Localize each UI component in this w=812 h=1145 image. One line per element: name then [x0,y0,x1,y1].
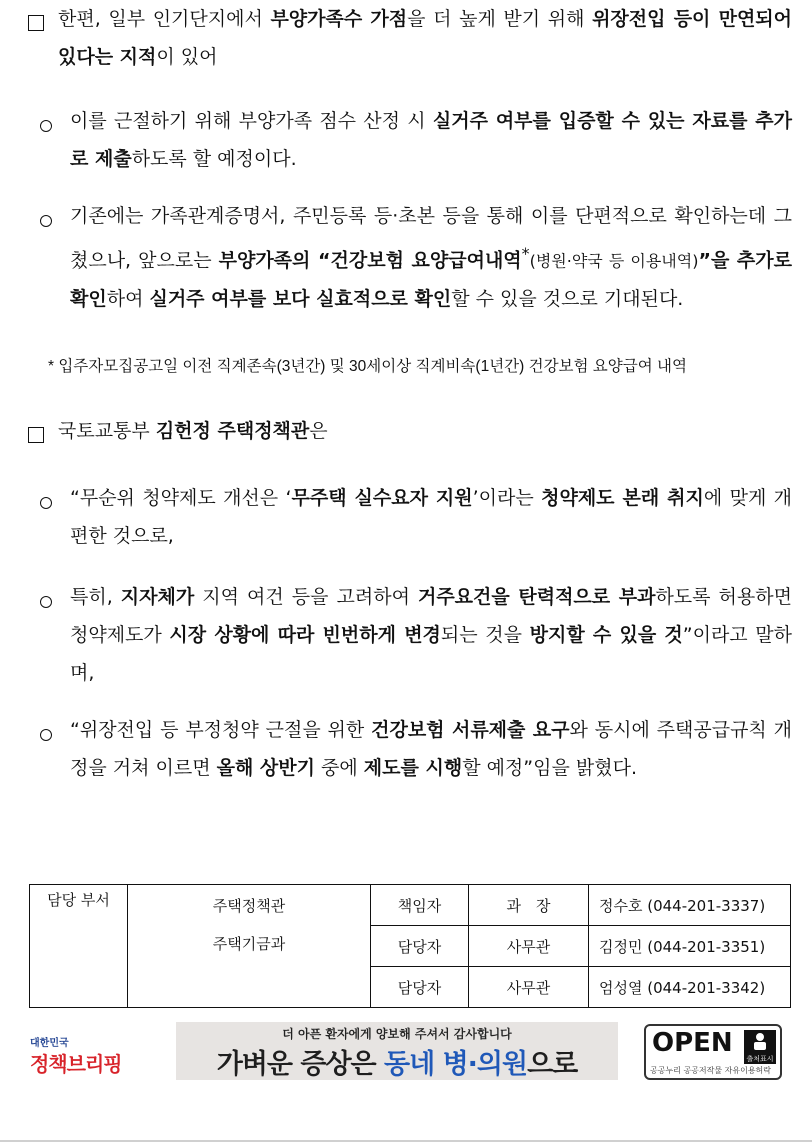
open-license-word: OPEN [652,1028,733,1058]
person-cell: 엄성열 (044-201-3342) [589,967,791,1008]
dept-label: 담당 부서 [30,885,128,1008]
section1-bullet1: 이를 근절하기 위해 부양가족 점수 산정 시 실거주 여부를 입증할 수 있는 자료를 추가로 제출하도록 할 예정이다. [70,110,792,170]
section2-intro: 국토교통부 김헌정 주택정책관은 [58,420,328,442]
kogl-open-license-logo[interactable] [644,1024,782,1080]
section1-intro: 한편, 일부 인기단지에서 부양가족수 가점을 더 높게 받기 위해 위장전입 등이 만연되어 있다는 지적이 있어 [58,8,793,68]
campaign-banner[interactable] [176,1022,618,1080]
section2-bullet2: 특히, 지자체가 지역 여건 등을 고려하여 거주요건을 탄력적으로 부과하도록 허용하면 청약제도가 시장 상황에 따라 빈번하게 변경되는 것을 방지할 수 있을 것”이라고 말하며, [70,586,793,684]
section2-bullet1: “무순위 청약제도 개선은 ‘무주택 실수요자 지원’이라는 청약제도 본래 취지에 맞게 개편한 것으로, [70,487,793,547]
open-license-caption: 공공누리 공공저작물 자유이용허락 [650,1066,772,1075]
circle-bullet-icon [40,484,52,522]
circle-bullet-icon [40,583,52,621]
office-cell [128,885,371,1008]
circle-bullet-icon [40,716,52,754]
circle-bullet-icon [40,202,52,240]
square-bullet-icon [28,6,44,44]
role-cell: 담당자 [371,967,469,1008]
attribution-badge: 출처표시 [744,1030,776,1064]
office-name: 주택정책관 [212,897,286,915]
office-name: 주택기금과 [212,935,286,953]
person-cell: 정수호 (044-201-3337) [589,885,791,926]
role-cell: 담당자 [371,926,469,967]
section2-bullet3: “위장전입 등 부정청약 근절을 위한 건강보험 서류제출 요구와 동시에 주택공급규칙 개정을 거쳐 이르면 올해 상반기 중에 제도를 시행할 예정”임을 밝혔다. [70,719,793,779]
contact-table [29,884,791,1008]
square-bullet-icon [28,418,44,456]
section1-bullet2: 기존에는 가족관계증명서, 주민등록 등·초본 등을 통해 이를 단편적으로 확인하는데 그쳤으나, 앞으로는 부양가족의 “건강보험 요양급여내역*(병원·약국 등 이용내역)”을 추가로 확인하여 실거주 여부를 보다 실효적으로 확인할 수 있을 것으로 기대된다. [70,205,792,311]
logo-main-text: 정책브리핑 [30,1052,122,1076]
title-cell: 사무관 [469,967,589,1008]
policy-briefing-logo[interactable] [30,1034,130,1080]
person-icon [744,1030,776,1052]
title-cell: 과 장 [469,885,589,926]
banner-subtitle: 더 아픈 환자에게 양보해 주셔서 감사합니다 [282,1027,512,1041]
circle-bullet-icon [40,107,52,145]
table-row [30,885,791,926]
page-divider [0,1140,812,1142]
role-cell: 책임자 [371,885,469,926]
title-cell: 사무관 [469,926,589,967]
banner-title: 가벼운 증상은 동네 병·의원으로 [216,1049,578,1080]
footnote: * 입주자모집공고일 이전 직계존속(3년간) 및 30세이상 직계비속(1년간) 건강보험 요양급여 내역 [48,358,687,375]
person-cell: 김정민 (044-201-3351) [589,926,791,967]
logo-top-text: 대한민국 [30,1038,69,1049]
